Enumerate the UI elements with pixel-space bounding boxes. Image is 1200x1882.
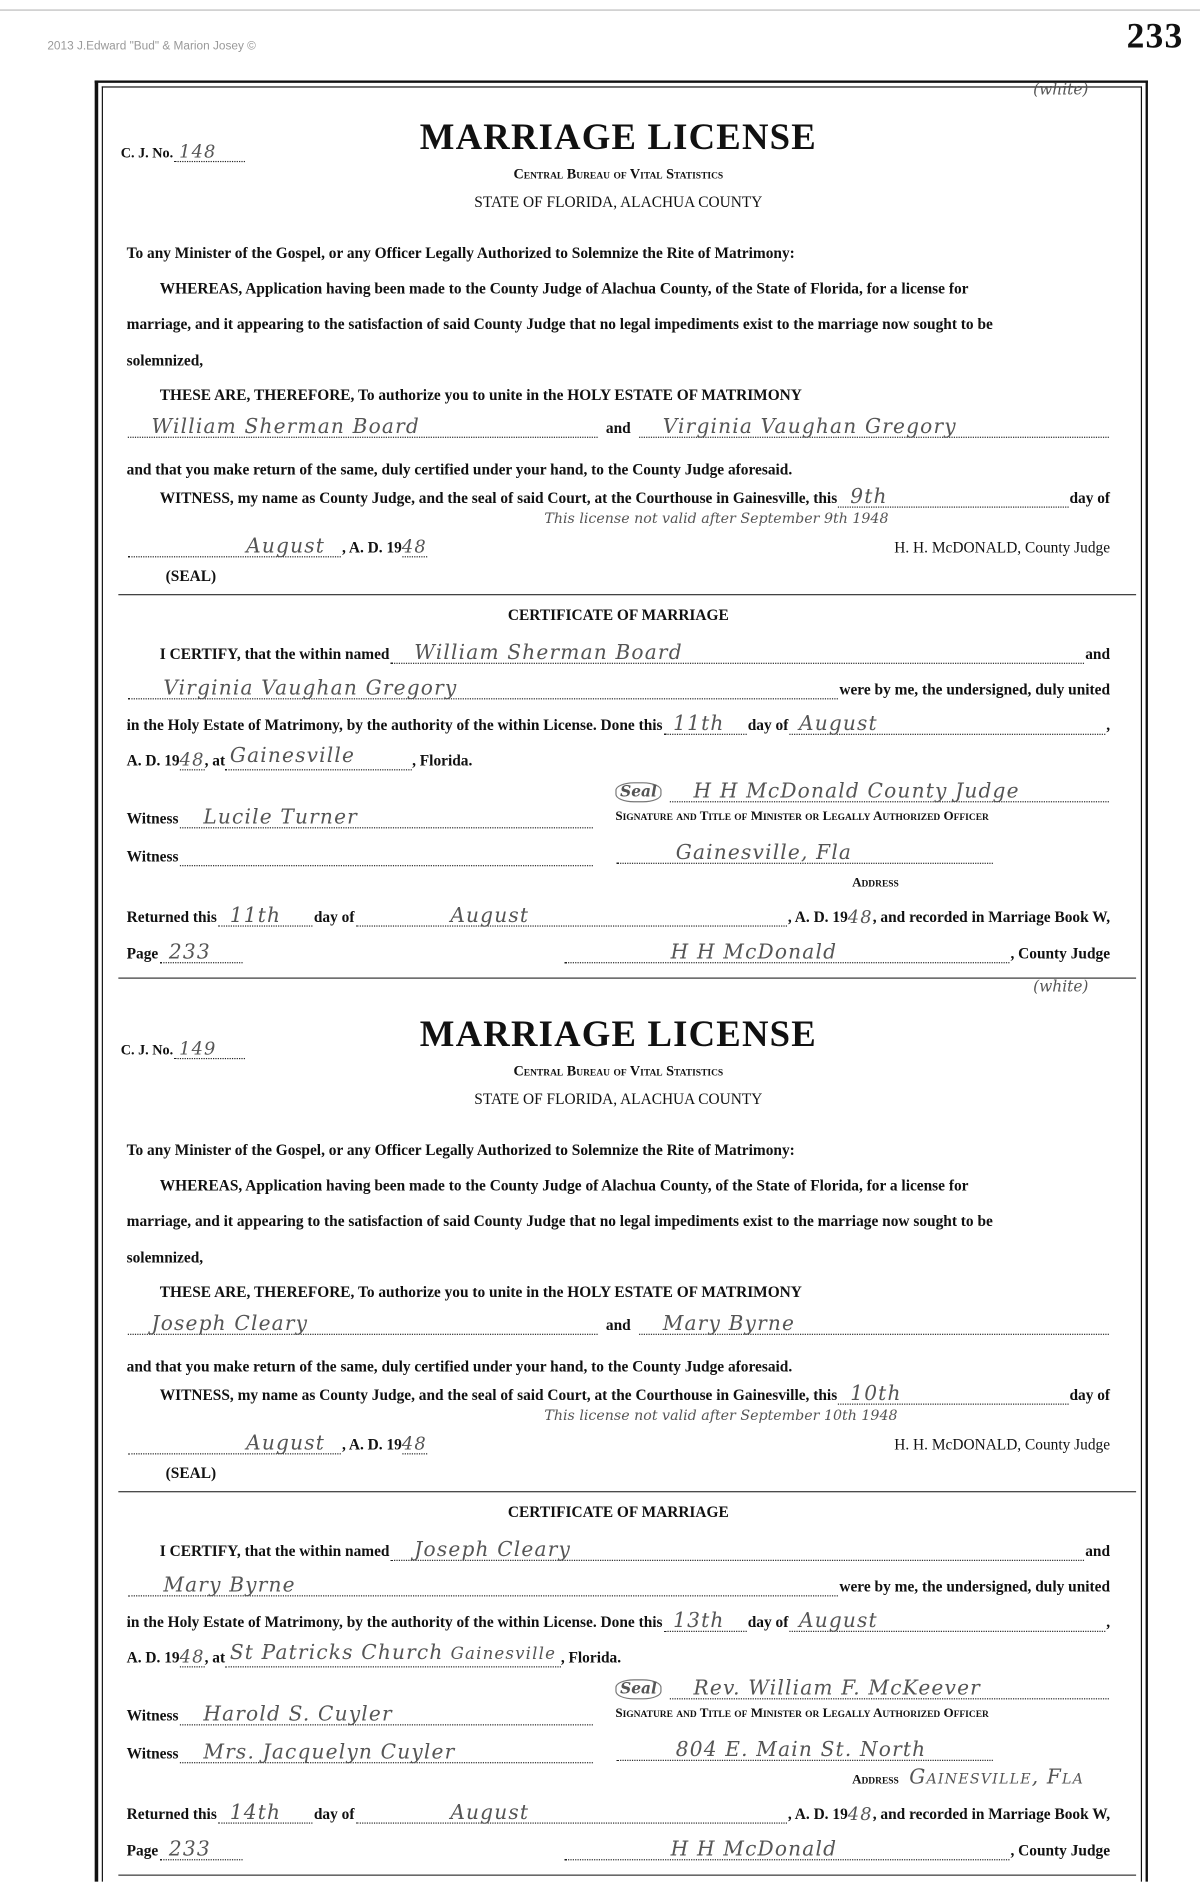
address-label (852, 1766, 1084, 1790)
and-text: and (1085, 644, 1111, 663)
county-judge-text: , County Judge (1010, 1841, 1111, 1860)
witness-2-fill (180, 846, 593, 866)
whereas-text-3: solemnized, (126, 351, 204, 370)
return-line (127, 1350, 1110, 1376)
county-judge-text: , County Judge (1010, 944, 1111, 963)
certify-line (160, 638, 1110, 664)
returned-line (127, 1798, 1110, 1824)
comma: , (1106, 715, 1111, 734)
record-page-fill (159, 940, 242, 965)
cert-month: August (798, 712, 878, 737)
cert-date-place-line (127, 744, 473, 770)
witness-1-line (127, 802, 594, 828)
seal-text: (SEAL) (165, 566, 217, 585)
groom-name: Joseph Cleary (151, 1312, 309, 1337)
officer-address-fill (617, 841, 993, 866)
license-day: 10th (850, 1382, 902, 1406)
returned-day: 11th (229, 904, 282, 928)
these-are-line (160, 1276, 1110, 1302)
record-page-fill (159, 1837, 242, 1862)
license-title: MARRIAGE LICENSE (419, 1013, 817, 1055)
groom-name: William Sherman Board (151, 415, 420, 440)
witness-2-line (127, 1737, 594, 1763)
cj-label: C. J. No. (120, 144, 174, 161)
groom-fill (128, 415, 598, 440)
license-month: August (246, 534, 325, 559)
whereas-line-1 (160, 272, 1110, 298)
returned-month-fill (356, 904, 787, 928)
state-heading: STATE OF FLORIDA, ALACHUA COUNTY (474, 192, 763, 211)
license-day-fill (838, 1382, 1068, 1406)
license-date-line (127, 531, 1110, 557)
witness-label: Witness (126, 847, 179, 866)
county-judge-label: H. H. McDONALD, County Judge (894, 1435, 1111, 1454)
these-are-line (160, 379, 1110, 405)
couple-names-line (127, 1309, 1110, 1335)
day-of-text: day of (313, 907, 355, 926)
cert-day-fill (664, 1609, 747, 1634)
whereas-text-1: WHEREAS, Application having been made to the County Judge of Alachua County, of the State of Florida, for a license for (159, 1176, 969, 1195)
seal-text: (SEAL) (165, 1463, 217, 1482)
at-text: , at (204, 751, 226, 770)
seal-label (166, 560, 216, 586)
day-of-text: day of (1069, 488, 1111, 507)
florida-text: , Florida. (560, 1648, 622, 1667)
certificate-title: CERTIFICATE OF MARRIAGE (507, 605, 729, 624)
returned-month: August (450, 1801, 530, 1825)
officer-address: 804 E. Main St. North (675, 1738, 927, 1763)
address-label-text: Address (852, 875, 899, 890)
signature-title-label: Signature and Title of Minister or Legally Authorized Officer (615, 809, 989, 824)
cert-day: 13th (673, 1609, 725, 1634)
whereas-text-3: solemnized, (126, 1248, 204, 1267)
marriage-place: St Patricks Church (229, 1641, 444, 1666)
officer-address-fill (617, 1738, 993, 1763)
cert-year: 48 (179, 749, 205, 771)
certificate-title: CERTIFICATE OF MARRIAGE (507, 1502, 729, 1521)
bride-fill (639, 1312, 1109, 1337)
copyright-watermark: 2013 J.Edward "Bud" & Marion Josey © (47, 40, 256, 54)
officer-address-line (615, 838, 994, 864)
section-divider (118, 1875, 1136, 1876)
holy-estate-text: in the Holy Estate of Matrimony, by the authority of the within License. Done this (126, 1613, 663, 1631)
marriage-license-record (95, 80, 1142, 979)
florida-text: , Florida. (412, 751, 473, 770)
returned-month: August (450, 904, 530, 928)
comma: , (1106, 1613, 1111, 1631)
validity-note: This license not valid after September 9th 1948 (544, 510, 889, 527)
officer-address-2: Gainesville, Fla (909, 1765, 1085, 1790)
salutation-text: To any Minister of the Gospel, or any Officer Legally Authorized to Solemnize the Rite of Matrimony: (126, 1140, 795, 1159)
returned-text: Returned this (126, 907, 217, 926)
color-note: (white) (1033, 978, 1089, 997)
ad-text: A. D. 19 (126, 1648, 180, 1667)
county-judge-label: H. H. McDONALD, County Judge (894, 538, 1111, 557)
these-are-text: THESE ARE, THEREFORE, To authorize you to unite in the HOLY ESTATE OF MATRIMONY (159, 1282, 802, 1301)
whereas-text-1: WHEREAS, Application having been made to the County Judge of Alachua County, of the State of Florida, for a license for (159, 279, 969, 298)
whereas-line-3 (127, 1241, 1110, 1267)
section-divider (118, 1491, 1136, 1492)
color-note: (white) (1033, 81, 1089, 100)
cert-bride-fill (128, 1573, 838, 1598)
officer-signature-line (615, 1673, 1110, 1699)
page-label: Page (126, 1841, 159, 1860)
certify-text: I CERTIFY, that the within named (159, 644, 390, 663)
witness-judge-line (160, 482, 1110, 508)
officer-signature: H H McDonald County Judge (693, 779, 1020, 804)
and-text: and (605, 1315, 631, 1334)
holy-estate-line (127, 1606, 1110, 1632)
salutation (127, 237, 1110, 263)
ad-text: , A. D. 19 (787, 907, 848, 926)
salutation-text: To any Minister of the Gospel, or any Officer Legally Authorized to Solemnize the Rite of Matrimony: (126, 243, 795, 262)
validity-note: This license not valid after September 10th 1948 (544, 1407, 898, 1424)
bureau-heading: Central Bureau of Vital Statistics (513, 1062, 724, 1080)
cj-number: 148 (179, 140, 217, 163)
license-day: 9th (850, 485, 888, 509)
seal-stamp: Seal (615, 1679, 661, 1699)
cert-month-fill (790, 712, 1106, 737)
witness-label: Witness (126, 1744, 179, 1763)
seal-stamp: Seal (615, 782, 661, 802)
whereas-text-2: marriage, and it appearing to the satisfaction of said County Judge that no legal impediments exist to the marriage now sought to be (126, 314, 993, 333)
return-text: and that you make return of the same, duly certified under your hand, to the County Judge aforesaid. (126, 460, 793, 479)
holy-estate-text: in the Holy Estate of Matrimony, by the authority of the within License. Done this (126, 715, 663, 734)
license-year: 48 (401, 536, 427, 558)
bureau-heading: Central Bureau of Vital Statistics (513, 165, 724, 183)
place-fill (225, 744, 412, 770)
witness-1-line (127, 1699, 594, 1725)
judge-signature: H H McDonald (670, 940, 838, 965)
certify-line (160, 1535, 1110, 1561)
ad-text: A. D. 19 (126, 751, 180, 770)
witness-2-fill (180, 1740, 593, 1765)
certify-text: I CERTIFY, that the within named (159, 1542, 390, 1560)
cj-label: C. J. No. (120, 1041, 174, 1058)
marriage-place: Gainesville (229, 744, 356, 769)
returned-day-fill (218, 1801, 313, 1825)
judge-signature: H H McDonald (670, 1837, 838, 1862)
returned-line (127, 901, 1110, 927)
return-line (127, 453, 1110, 479)
returned-year: 48 (847, 1803, 873, 1825)
witness-judge-line (160, 1379, 1110, 1405)
license-date-line (127, 1428, 1110, 1454)
returned-year: 48 (847, 906, 873, 928)
groom-fill (128, 1312, 598, 1337)
witness-text: WITNESS, my name as County Judge, and the seal of said Court, at the Courthouse in Gainesville, this (159, 488, 838, 507)
license-title: MARRIAGE LICENSE (419, 115, 817, 158)
officer-signature-fill (670, 779, 1109, 804)
page-number: 233 (1126, 16, 1184, 56)
page-judge-line (127, 1834, 1110, 1860)
whereas-text-2: marriage, and it appearing to the satisfaction of said County Judge that no legal impediments exist to the marriage now sought to be (126, 1211, 993, 1230)
return-text: and that you make return of the same, duly certified under your hand, to the County Judge aforesaid. (126, 1357, 793, 1376)
cert-groom-name: Joseph Cleary (414, 1538, 572, 1563)
salutation (127, 1134, 1110, 1160)
cert-bride-name: Mary Byrne (163, 1573, 296, 1598)
and-text: and (1085, 1542, 1111, 1560)
page-judge-line (127, 937, 1110, 963)
united-text: were by me, the undersigned, duly united (839, 680, 1111, 699)
license-month-fill (128, 534, 341, 559)
cert-groom-fill (391, 641, 1084, 666)
address-label-text: Address (852, 1772, 899, 1787)
license-month-fill (128, 1431, 341, 1456)
cert-month-fill (790, 1609, 1106, 1634)
whereas-line-1 (160, 1169, 1110, 1195)
witness-1-fill (180, 805, 593, 830)
place-note: Gainesville (450, 1644, 557, 1664)
at-text: , at (204, 1648, 226, 1667)
cert-bride-name: Virginia Vaughan Gregory (163, 676, 458, 701)
cert-year: 48 (179, 1646, 205, 1668)
and-text: and (605, 418, 631, 437)
place-fill (225, 1641, 561, 1667)
day-of-text: day of (313, 1804, 355, 1823)
officer-signature-fill (670, 1676, 1109, 1701)
record-page: 233 (168, 1837, 211, 1862)
holy-estate-line (127, 709, 1110, 735)
whereas-line-3 (127, 344, 1110, 370)
witness-2-line (127, 840, 594, 866)
ad-text: , A. D. 19 (342, 1435, 402, 1454)
license-day-fill (838, 485, 1068, 509)
signature-title-label: Signature and Title of Minister or Legally Authorized Officer (615, 1706, 989, 1721)
judge-signature-fill (564, 1837, 1009, 1862)
day-of-text: day of (1069, 1385, 1111, 1404)
whereas-line-2 (127, 308, 1110, 334)
judge-signature-fill (564, 940, 1009, 965)
officer-address: Gainesville, Fla (675, 841, 853, 866)
ad-text: , A. D. 19 (787, 1804, 848, 1823)
officer-signature-line (615, 776, 1110, 802)
witness-2-name: Mrs. Jacquelyn Cuyler (203, 1740, 456, 1765)
witness-text: WITNESS, my name as County Judge, and the seal of said Court, at the Courthouse in Gainesville, this (159, 1385, 838, 1404)
these-are-text: THESE ARE, THEREFORE, To authorize you to unite in the HOLY ESTATE OF MATRIMONY (159, 385, 802, 404)
scan-edge (0, 9, 1200, 10)
returned-day-fill (218, 904, 313, 928)
license-year: 48 (401, 1433, 427, 1455)
cert-bride-line (127, 1570, 1110, 1596)
page-label: Page (126, 944, 159, 963)
recorded-text: , and recorded in Marriage Book W, (872, 1804, 1111, 1823)
returned-text: Returned this (126, 1804, 217, 1823)
officer-signature: Rev. William F. McKeever (693, 1676, 981, 1701)
bride-name: Virginia Vaughan Gregory (662, 415, 957, 440)
returned-month-fill (356, 1801, 787, 1825)
cert-groom-fill (391, 1538, 1084, 1563)
whereas-line-2 (127, 1205, 1110, 1231)
state-heading: STATE OF FLORIDA, ALACHUA COUNTY (474, 1089, 763, 1108)
couple-names-line (127, 412, 1110, 438)
witness-1-name: Lucile Turner (203, 805, 358, 830)
cert-bride-line (127, 673, 1110, 699)
cert-bride-fill (128, 676, 838, 701)
section-divider (118, 594, 1136, 595)
cert-date-place-line (127, 1641, 621, 1667)
witness-1-fill (180, 1702, 593, 1727)
witness-label: Witness (126, 1706, 179, 1725)
bride-fill (639, 415, 1109, 440)
ad-text: , A. D. 19 (342, 538, 402, 557)
marriage-license-record (95, 978, 1142, 1877)
license-month: August (246, 1431, 325, 1456)
cert-month: August (798, 1609, 878, 1634)
day-of-text: day of (747, 715, 789, 734)
returned-day: 14th (229, 1801, 282, 1825)
record-page: 233 (168, 940, 211, 965)
cert-day: 11th (673, 712, 725, 737)
witness-label: Witness (126, 809, 179, 828)
day-of-text: day of (747, 1613, 789, 1631)
witness-1-name: Harold S. Cuyler (203, 1702, 393, 1727)
seal-label (166, 1457, 216, 1483)
cert-groom-name: William Sherman Board (414, 641, 683, 666)
cj-number: 149 (179, 1037, 217, 1060)
recorded-text: , and recorded in Marriage Book W, (872, 907, 1111, 926)
bride-name: Mary Byrne (662, 1312, 796, 1337)
address-label (852, 869, 906, 893)
officer-address-line (615, 1735, 994, 1761)
united-text: were by me, the undersigned, duly united (839, 1577, 1111, 1596)
cert-day-fill (664, 712, 747, 737)
